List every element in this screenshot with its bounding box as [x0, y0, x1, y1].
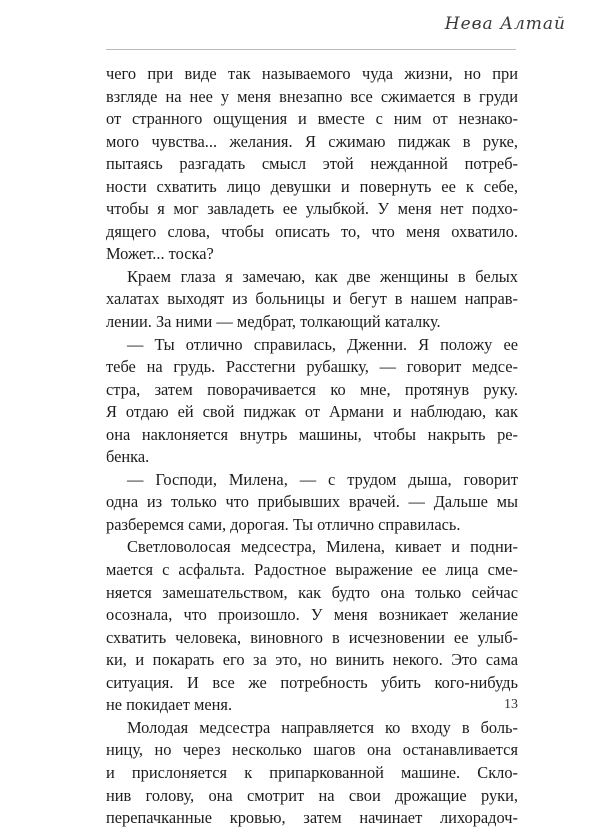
text-line: ницу, но через несколько шагов она останавливается [106, 740, 518, 760]
text-line: дящего слова, чтобы описать то, что меня охватило. [106, 221, 518, 241]
paragraph [106, 536, 518, 716]
text-line: Светловолосая медсестра, Милена, кивает и подни- [127, 537, 518, 557]
text-line: мается с асфальта. Радостное выражение ее лица сме- [106, 560, 518, 580]
text-line: тебе на грудь. Расстегни рубашку, — говорит медсе- [106, 357, 518, 377]
text-line: ки, и покарать его за это, но винить некого. Это сама [106, 650, 518, 670]
paragraph [106, 334, 518, 469]
text-line: бенка. [106, 447, 150, 467]
text-line: ситуация. И все же потребность убить кого-нибудь [106, 672, 518, 692]
text-line: стра, затем поворачивается ко мне, протянув руку. [106, 379, 518, 399]
text-line: няется замешательством, как будто она только сейчас [106, 582, 518, 602]
text-line: Я отдаю ей свой пиджак от Армани и наблюдаю, как [106, 402, 518, 422]
paragraph [106, 266, 518, 334]
text-line: разберемся сами, дорогая. Ты отлично справилась. [106, 514, 461, 534]
header-rule [106, 49, 516, 50]
text-line: чего при виде так называемого чуда жизни, но при [106, 64, 518, 83]
text-line: нив голову, она смотрит на свои дрожащие руки, [106, 785, 518, 805]
text-line: халатах выходят из больницы и бегут в нашем направ- [106, 289, 518, 309]
text-line: осознала, что произошло. У меня возникает желание [106, 605, 518, 625]
text-line: не покидает меня. [106, 695, 233, 715]
text-line: чтобы я мог завладеть ее улыбкой. У меня нет подхо- [106, 199, 518, 219]
running-head-author: Нева Алтай [444, 14, 566, 34]
text-line: Молодая медсестра направляется ко входу в боль- [127, 717, 518, 737]
text-line: Краем глаза я замечаю, как две женщины в белых [127, 266, 518, 286]
text-line: одна из только что прибывших врачей. — Дальше мы [106, 492, 518, 512]
body-text [106, 63, 518, 830]
text-line: перепачканные кровью, затем начинает лихорадоч- [106, 808, 518, 828]
page-number: 13 [504, 697, 518, 712]
text-line: — Ты отлично справилась, Дженни. Я положу ее [127, 334, 518, 354]
text-line: и прислоняется к припаркованной машине. Склo- [106, 762, 518, 782]
text-line: мого чувства... желания. Я сжимаю пиджак в руке, [106, 131, 518, 151]
text-line: от странного ощущения и вместе с ним от незнако- [106, 109, 518, 129]
paragraph [106, 63, 518, 266]
text-line: Может... тоска? [106, 244, 214, 264]
paragraph [106, 469, 518, 537]
text-line: ности схватить лицо девушки и повернуть ее к себе, [106, 176, 518, 196]
paragraph [106, 717, 518, 830]
text-line: пытаясь разгадать смысл этой нежданной потреб- [106, 154, 518, 174]
text-line: взгляде на нее у меня внезапно все сжимается в груди [106, 86, 518, 106]
text-line: она наклоняется внутрь машины, чтобы накрыть ре- [106, 424, 518, 444]
text-line: схватить человека, виновного в исчезновении ее улыб- [106, 627, 518, 647]
text-line: — Господи, Милена, — с трудом дыша, говорит [127, 469, 518, 489]
text-line: лении. За ними — медбрат, толкающий каталку. [106, 312, 441, 332]
